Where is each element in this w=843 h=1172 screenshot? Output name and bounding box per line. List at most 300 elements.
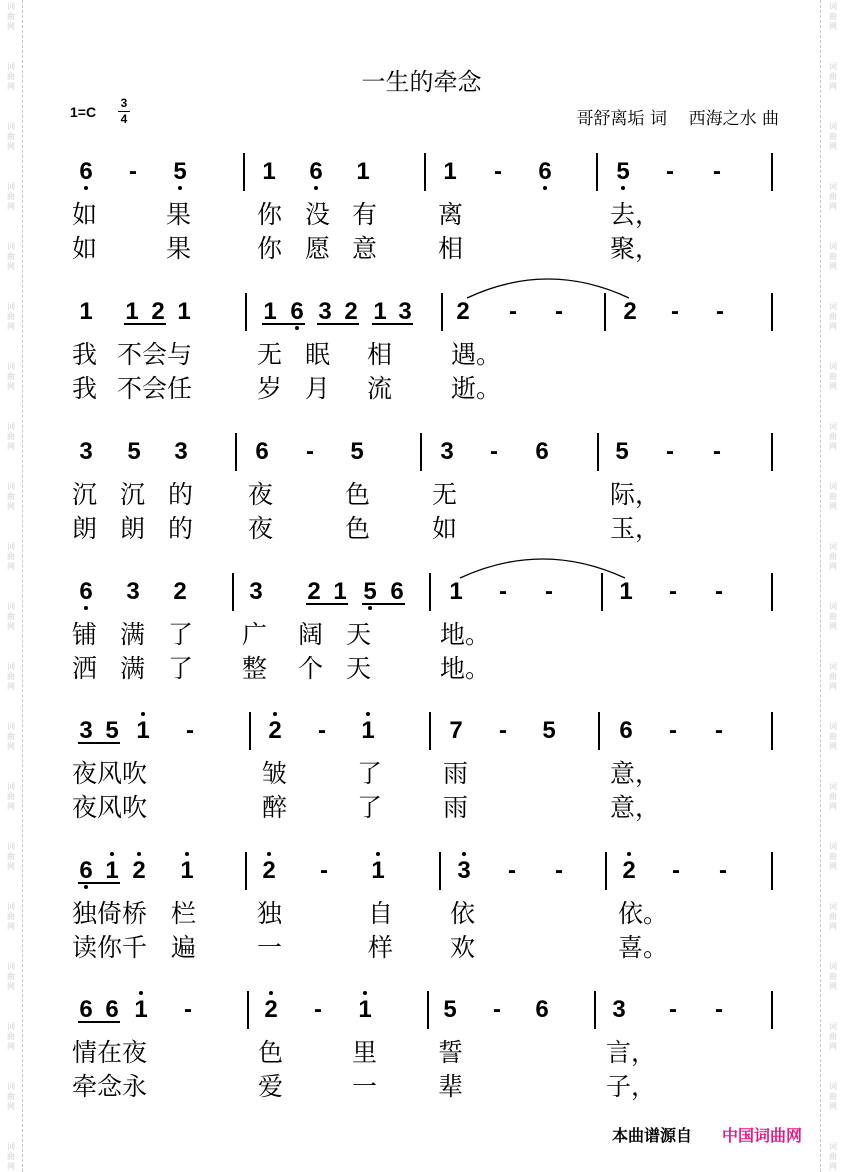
note: 2 [456,298,470,325]
note: 3 [126,578,140,605]
watermark-char: 网 [829,922,837,931]
barline [771,433,773,471]
note: - [318,717,326,744]
note: 2 [151,298,165,325]
key-signature: 1=C [70,104,97,120]
eighth-beam [262,323,305,325]
watermark-char: 网 [829,982,837,991]
watermark-char: 词 [829,1142,837,1151]
watermark-char: 词 [829,482,837,491]
watermark-char: 曲 [829,552,837,561]
lyric-syllable: 果 [166,234,192,263]
lyric-syllable: 依。 [618,899,669,928]
eighth-beam [362,603,405,605]
note: 5 [350,438,364,465]
watermark-char: 网 [7,922,15,931]
watermark-char: 曲 [829,1152,837,1161]
barline [439,852,441,890]
note: - [509,298,517,325]
watermark-char: 曲 [829,192,837,201]
lyric-syllable: 满 [120,654,146,683]
note: - [666,438,674,465]
watermark-text [3,242,19,272]
watermark-char: 曲 [7,432,15,441]
lyric-syllable: 夜风吹 [72,793,148,822]
note: 6 [79,158,93,185]
note: - [669,578,677,605]
lyric-syllable: 玉， [610,514,661,543]
time-signature-top: 3 [120,96,128,110]
lyric-syllable: 无 [432,480,458,509]
octave-dot-high [141,712,145,716]
note: - [545,578,553,605]
lyric-syllable: 离 [438,200,464,229]
lyric-syllable: 言， [606,1038,657,1067]
barline [441,293,443,331]
watermark-char: 曲 [829,672,837,681]
tie-arc [466,272,630,302]
note: 6 [619,717,633,744]
watermark-text [825,2,841,32]
watermark-char: 词 [7,662,15,671]
watermark-char: 词 [829,362,837,371]
watermark-char: 曲 [7,492,15,501]
watermark-char: 曲 [829,972,837,981]
watermark-char: 网 [829,562,837,571]
watermark-divider-right [820,0,821,1172]
octave-dot-high [269,991,273,995]
note: 1 [177,298,191,325]
barline [243,153,245,191]
note: - [494,158,502,185]
watermark-char: 网 [7,442,15,451]
barline [249,712,251,750]
eighth-beam [78,882,120,884]
lyric-syllable: 了 [168,654,194,683]
watermark-text [3,662,19,692]
barline [598,712,600,750]
eighth-beam [78,742,120,744]
note: 2 [344,298,358,325]
note: 6 [538,158,552,185]
watermark-char: 词 [7,962,15,971]
watermark-text [3,842,19,872]
lyric-syllable: 地。 [440,620,491,649]
note: 1 [180,857,194,884]
watermark-text [3,722,19,752]
lyric-syllable: 无 [257,340,283,369]
watermark-char: 词 [829,302,837,311]
watermark-char: 词 [829,722,837,731]
note: 6 [390,578,404,605]
note: - [715,996,723,1023]
lyric-syllable: 牵念永 [72,1072,148,1101]
watermark-char: 网 [7,1102,15,1111]
lyric-syllable: 沉 [120,480,146,509]
watermark-char: 曲 [829,372,837,381]
lyric-syllable: 情在夜 [72,1038,148,1067]
watermark-char: 网 [829,382,837,391]
octave-dot-high [363,991,367,995]
watermark-char: 网 [7,502,15,511]
note: 1 [619,578,633,605]
lyric-syllable: 月 [305,374,331,403]
lyric-syllable: 个 [298,654,324,683]
note: 3 [174,438,188,465]
watermark-text [3,782,19,812]
barline [232,573,234,611]
watermark-text [825,362,841,392]
watermark-char: 网 [7,82,15,91]
lyric-syllable: 沉 [72,480,98,509]
watermark-char: 词 [7,122,15,131]
barline [596,153,598,191]
watermark-text [3,542,19,572]
octave-dot-low [84,606,88,610]
watermark-strip-left [3,0,19,1172]
watermark-text [825,1022,841,1052]
watermark-char: 曲 [7,552,15,561]
lyric-syllable: 眠 [305,340,331,369]
note: - [493,996,501,1023]
watermark-char: 词 [829,542,837,551]
watermark-char: 网 [7,22,15,31]
watermark-char: 网 [829,742,837,751]
watermark-char: 网 [7,622,15,631]
note: 6 [535,996,549,1023]
note: 6 [255,438,269,465]
watermark-char: 词 [7,602,15,611]
watermark-char: 曲 [829,12,837,21]
lyric-syllable: 你 [257,234,283,263]
note: 5 [363,578,377,605]
watermark-char: 网 [829,262,837,271]
credits [577,104,779,129]
lyric-syllable: 流 [367,374,393,403]
watermark-char: 网 [7,262,15,271]
barline [429,573,431,611]
barline [594,991,596,1029]
watermark-char: 词 [829,122,837,131]
watermark-text [3,602,19,632]
watermark-text [825,662,841,692]
watermark-text [3,962,19,992]
watermark-char: 词 [7,482,15,491]
watermark-text [3,422,19,452]
watermark-char: 曲 [7,192,15,201]
lyric-syllable: 意， [610,793,661,822]
note: - [715,578,723,605]
lyric-syllable: 里 [352,1038,378,1067]
note: 5 [443,996,457,1023]
watermark-char: 网 [7,982,15,991]
watermark-char: 曲 [7,1092,15,1101]
watermark-char: 网 [829,1042,837,1051]
note: 1 [443,158,457,185]
watermark-char: 曲 [829,912,837,921]
note: 2 [622,857,636,884]
barline [771,293,773,331]
note: 2 [623,298,637,325]
watermark-char: 曲 [7,1032,15,1041]
watermark-char: 词 [829,1082,837,1091]
watermark-char: 词 [829,962,837,971]
lyric-syllable: 辈 [438,1072,464,1101]
lyric-syllable: 雨 [443,793,469,822]
note: 1 [262,158,276,185]
note: - [666,158,674,185]
watermark-char: 词 [829,902,837,911]
note: 1 [125,298,139,325]
note: - [671,298,679,325]
watermark-char: 词 [829,662,837,671]
watermark-char: 词 [7,1142,15,1151]
note: 6 [79,578,93,605]
watermark-char: 曲 [7,312,15,321]
note: 1 [134,996,148,1023]
eighth-beam [372,323,413,325]
barline [427,991,429,1029]
lyric-syllable: 如 [72,200,98,229]
watermark-text [3,1082,19,1112]
octave-dot-low [84,186,88,190]
note: 3 [79,438,93,465]
note: 2 [307,578,321,605]
lyric-syllable: 欢 [450,933,476,962]
lyric-syllable: 如 [432,514,458,543]
lyric-syllable: 了 [168,620,194,649]
watermark-char: 词 [7,1082,15,1091]
watermark-char: 词 [7,302,15,311]
watermark-char: 网 [7,682,15,691]
note: - [719,857,727,884]
barline [771,153,773,191]
lyric-syllable: 满 [120,620,146,649]
time-signature-bottom: 4 [120,112,128,126]
lyricist-name: 哥舒离垢 [576,109,645,129]
note: 6 [79,857,93,884]
note: - [499,717,507,744]
watermark-char: 曲 [7,612,15,621]
barline [245,852,247,890]
time-signature [118,97,130,126]
watermark-char: 网 [829,1102,837,1111]
watermark-char: 网 [7,562,15,571]
watermark-text [825,302,841,332]
watermark-text [3,1022,19,1052]
lyric-syllable: 岁 [257,374,283,403]
note: 1 [373,298,387,325]
note: - [129,158,137,185]
watermark-text [825,1142,841,1172]
lyric-syllable: 天 [346,620,372,649]
footer-source-label: 本曲谱源自 [612,1126,693,1145]
watermark-char: 词 [7,2,15,11]
watermark-char: 曲 [7,672,15,681]
lyric-syllable: 遍 [171,933,197,962]
watermark-char: 词 [7,1022,15,1031]
note: 1 [449,578,463,605]
watermark-char: 词 [829,1022,837,1031]
lyric-syllable: 依 [450,899,476,928]
octave-dot-low [178,186,182,190]
lyric-syllable: 天 [346,654,372,683]
note: - [555,298,563,325]
lyric-syllable: 广 [242,620,268,649]
watermark-char: 词 [7,362,15,371]
lyric-syllable: 朗 [72,514,98,543]
barline [771,712,773,750]
watermark-char: 词 [829,242,837,251]
note: - [320,857,328,884]
barline [245,293,247,331]
lyric-syllable: 朗 [120,514,146,543]
lyric-syllable: 我 [72,374,98,403]
lyric-syllable: 你 [257,200,283,229]
note: 6 [309,158,323,185]
watermark-char: 网 [829,1162,837,1171]
octave-dot-high [376,852,380,856]
watermark-char: 曲 [829,72,837,81]
eighth-beam [317,323,359,325]
octave-dot-low [368,606,372,610]
lyric-syllable: 夜 [248,480,274,509]
watermark-char: 曲 [829,432,837,441]
watermark-text [825,902,841,932]
lyric-syllable: 洒 [72,654,98,683]
note: 6 [79,996,93,1023]
barline [429,712,431,750]
barline [424,153,426,191]
watermark-text [825,722,841,752]
watermark-char: 词 [7,782,15,791]
barline [771,573,773,611]
watermark-char: 词 [7,722,15,731]
lyric-syllable: 誓 [438,1038,464,1067]
lyric-syllable: 夜风吹 [72,759,148,788]
eighth-beam [306,603,348,605]
lyric-syllable: 独 [257,899,283,928]
lyric-syllable: 阔 [298,620,324,649]
watermark-char: 词 [7,62,15,71]
note: 3 [398,298,412,325]
watermark-char: 网 [829,862,837,871]
note: 1 [263,298,277,325]
octave-dot-high [137,852,141,856]
lyric-syllable: 独倚桥 [72,899,148,928]
note: - [713,158,721,185]
barline [420,433,422,471]
watermark-char: 网 [7,382,15,391]
note: - [184,996,192,1023]
lyric-syllable: 了 [357,759,383,788]
watermark-char: 网 [829,142,837,151]
lyric-syllable: 去， [610,200,661,229]
watermark-char: 曲 [7,792,15,801]
lyric-syllable: 了 [357,793,383,822]
lyric-syllable: 际， [610,480,661,509]
watermark-char: 网 [829,202,837,211]
watermark-char: 网 [7,1162,15,1171]
lyric-syllable: 夜 [248,514,274,543]
octave-dot-high [110,852,114,856]
watermark-text [825,122,841,152]
watermark-char: 曲 [7,252,15,261]
watermark-char: 词 [7,182,15,191]
watermark-text [825,542,841,572]
watermark-char: 词 [829,62,837,71]
note: 1 [361,717,375,744]
watermark-text [825,182,841,212]
watermark-char: 曲 [7,1152,15,1161]
note: 1 [358,996,372,1023]
watermark-char: 曲 [7,732,15,741]
note: 2 [268,717,282,744]
lyric-syllable: 不会任 [117,374,193,403]
note: - [669,996,677,1023]
watermark-char: 词 [829,602,837,611]
barline [771,991,773,1029]
lyric-syllable: 读你千 [72,933,148,962]
lyric-syllable: 的 [168,480,194,509]
note: - [499,578,507,605]
note: 1 [333,578,347,605]
eighth-beam [78,1021,120,1023]
watermark-char: 词 [7,242,15,251]
note: 6 [105,996,119,1023]
octave-dot-low [84,885,88,889]
watermark-char: 词 [7,422,15,431]
lyric-syllable: 意， [610,759,661,788]
barline [597,433,599,471]
octave-dot-high [366,712,370,716]
note: 1 [371,857,385,884]
lyricist-role: 词 [649,109,667,129]
note: - [314,996,322,1023]
watermark-char: 曲 [829,132,837,141]
watermark-text [825,782,841,812]
song-title: 一生的牵念 [361,68,482,96]
note: 5 [105,717,119,744]
note: 1 [356,158,370,185]
barline [235,433,237,471]
watermark-text [3,902,19,932]
lyric-syllable: 铺 [72,620,98,649]
watermark-char: 网 [7,862,15,871]
lyric-syllable: 皱 [262,759,288,788]
watermark-text [3,2,19,32]
watermark-char: 词 [829,782,837,791]
octave-dot-high [627,852,631,856]
lyric-syllable: 样 [368,933,394,962]
lyric-syllable: 整 [242,654,268,683]
lyric-syllable: 一 [257,933,283,962]
lyric-syllable: 聚， [610,234,661,263]
watermark-char: 词 [7,842,15,851]
lyric-syllable: 相 [367,340,393,369]
watermark-char: 网 [829,322,837,331]
watermark-char: 曲 [829,252,837,261]
barline [605,852,607,890]
watermark-char: 曲 [829,732,837,741]
lyric-syllable: 一 [352,1072,378,1101]
watermark-char: 网 [829,622,837,631]
watermark-char: 曲 [829,612,837,621]
octave-dot-low [314,186,318,190]
watermark-char: 曲 [7,852,15,861]
note: - [672,857,680,884]
footer-site-link[interactable]: 中国词曲网 [722,1126,803,1145]
